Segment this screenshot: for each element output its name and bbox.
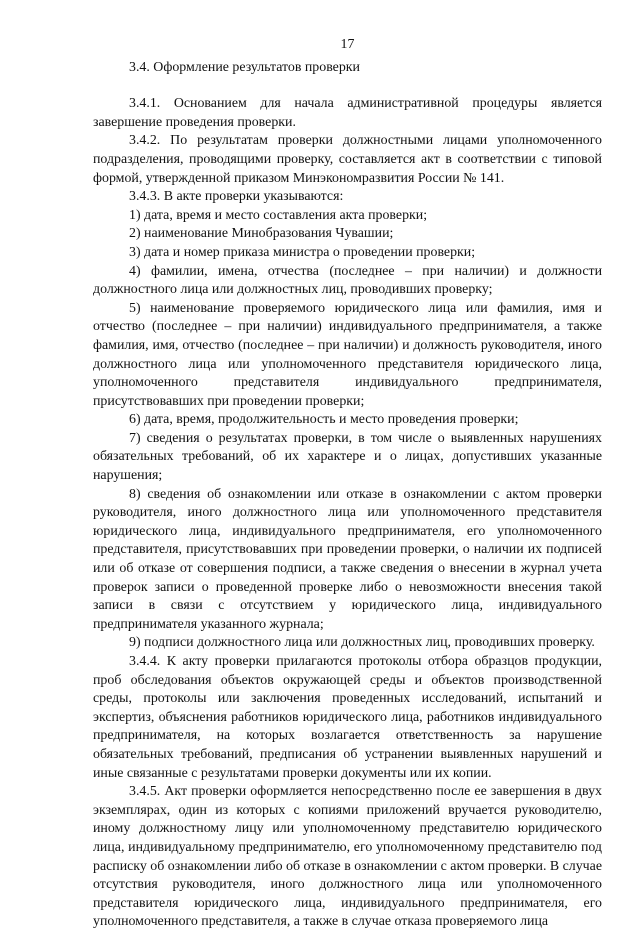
list-item-7: 7) сведения о результатах проверки, в том числе о выявленных нарушениях обязательных требований, об их характере и о лицах, допустивших указанные нарушения; <box>93 430 602 484</box>
list-item-6: 6) дата, время, продолжительность и место проведения проверки; <box>129 412 519 428</box>
list-item-2: 2) наименование Минобразования Чувашии; <box>129 226 394 242</box>
paragraph-3-4-2: 3.4.2. По результатам проверки должностными лицами уполномоченного подразделения, проводящими проверку, составляется акт в соответствии с типовой формой, утвержденной приказом Минэкономразвития России № 141. <box>93 133 602 186</box>
paragraph-3-4-4: 3.4.4. К акту проверки прилагаются протоколы отбора образцов продукции, проб обследования объектов окружающей среды и объектов производственной среды, протоколы или заключения проведенных исследований, испытаний и экспертиз, объяснения работников юридического лица, работников индивидуального предпринимателя, на которых возлагается ответственность за нарушение обязательных требований, предписания об устранении выявленных нарушений и иные связанные с результатами проверки документы или их копии. <box>93 654 602 781</box>
page-number: 17 <box>340 37 355 52</box>
list-item-9: 9) подписи должностного лица или должностных лиц, проводивших проверку. <box>129 635 595 651</box>
paragraph-3-4-3: 3.4.3. В акте проверки указываются: <box>129 189 344 205</box>
list-item-1: 1) дата, время и место составления акта проверки; <box>129 207 428 223</box>
list-item-4: 4) фамилии, имена, отчества (последнее – при наличии) и должности должностного лица или должностных лиц, проводивших проверку; <box>93 263 602 298</box>
section-title: 3.4. Оформление результатов проверки <box>129 59 360 75</box>
list-item-5: 5) наименование проверяемого юридического лица или фамилия, имя и отчество (последнее – при наличии) индивидуального предпринимателя, а также фамилия, имя, отчество (последнее – при наличии) и должность руководителя, иного должностного лица или уполномоченного представителя юридического лица, уполномоченного представителя индивидуального предпринимателя, присутствовавших при проведении проверки; <box>93 300 602 409</box>
paragraph-3-4-1: 3.4.1. Основанием для начала административной процедуры является завершение проведения проверки. <box>93 96 602 130</box>
list-item-8: 8) сведения об ознакомлении или отказе в ознакомлении с актом проверки руководителя, иного должностного лица или уполномоченного представителя юридического лица, индивидуального предпринимателя, его уполномоченного представителя, присутствовавших при проведении проверки, о наличии их подписей или об отказе от совершения подписи, а также сведения о внесении в журнал учета проверок записи о проведенной проверке либо о невозможности внесения такой записи в связи с отсутствием у юридического лица, индивидуального предпринимателя указанного журнала; <box>93 486 602 632</box>
list-item-3: 3) дата и номер приказа министра о проведении проверки; <box>129 244 476 260</box>
paragraph-3-4-5: 3.4.5. Акт проверки оформляется непосредственно после ее завершения в двух экземплярах, один из которых с копиями приложений вручается руководителю, иному должностному лицу или уполномоченному представителю юридического лица, индивидуальному предпринимателю, его уполномоченному представителю под расписку об ознакомлении либо об отказе в ознакомлении с актом проверки. В случае отсутствия руководителя, иного должностного лица или уполномоченного представителя юридического лица, индивидуального предпринимателя, его уполномоченного представителя, а также в случае отказа проверяемого лица <box>93 784 602 930</box>
